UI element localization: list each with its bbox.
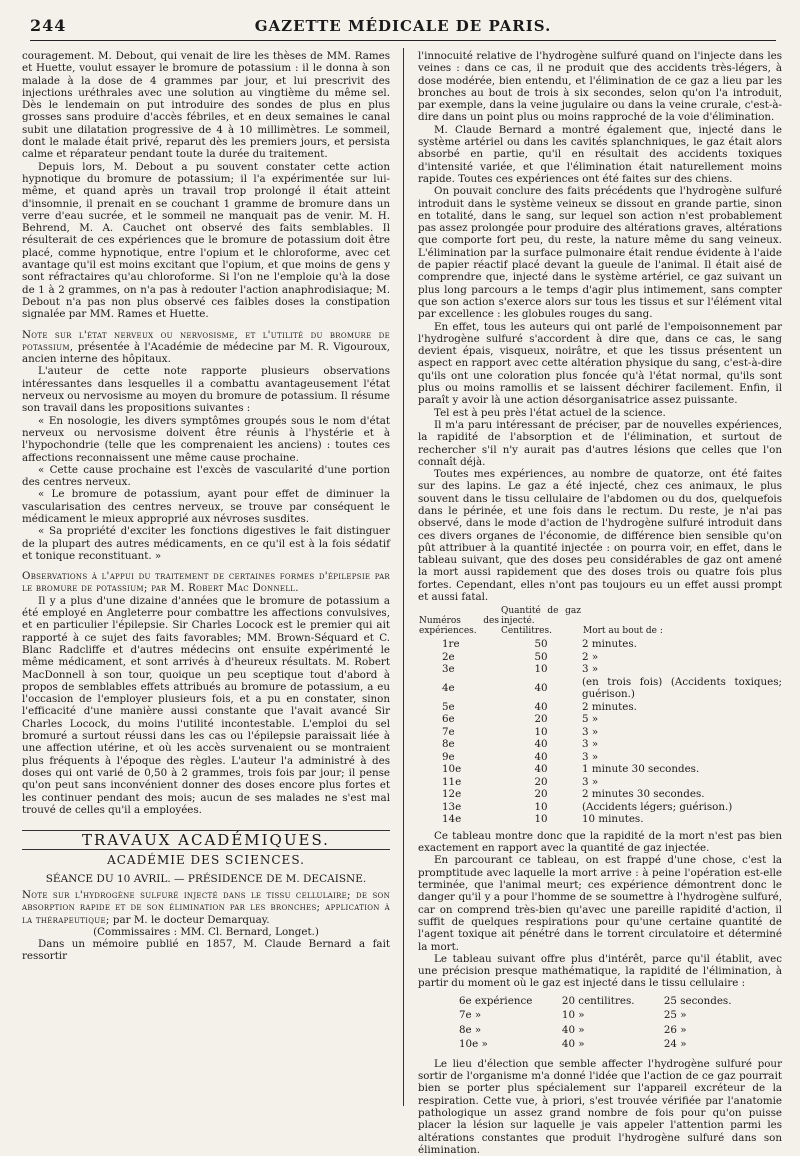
academy-title: ACADÉMIE DES SCIENCES. [107,853,305,868]
gas-quantity: 40 [534,750,548,763]
table-row [418,726,782,739]
note-vigouroux-heading [22,329,390,366]
exp-number: 11e [442,775,462,788]
table-row [458,1023,758,1038]
commissaires: (Commissaires : MM. Cl. Bernard, Longet.) [93,925,319,938]
death-time: (en trois fois) (Accidents toxiques; guérison.) [582,675,782,701]
table-row [418,776,782,789]
quantity: 10 » [561,1009,585,1022]
death-time: 3 » [582,775,599,788]
elimination-table [458,994,758,1052]
observations-author: par M. Robert Mac Donnell. [147,582,299,595]
note-title: Note sur l'hydrogène sulfuré injecté dans le tissu cellulaire; de son absorption rapide et de son élimination par les bronches; application à la thérapeutique; [22,889,390,926]
paragraph: M. Claude Bernard a montré également que, injecté dans le système artériel ou dans les cavités splanchniques, le gaz était alors absorbé en partie, qu'il en résultait des accidents toxiques d'intensité variée, et que l'élimination était naturellement moins rapide. Toutes ces expériences ont été faites sur des chiens. [418,123,782,185]
death-time: (Accidents légers; guérison.) [582,800,733,813]
paragraph: Tel est à peu près l'état actuel de la science. [434,406,666,419]
table-row [418,763,782,776]
paragraph: Ce tableau montre donc que la rapidité de la mort n'est pas bien exactement en rapport avec la quantité de gaz injectée. [418,829,782,855]
table-row [458,1037,758,1052]
experiment: 6e expérience [459,994,533,1007]
paragraph: Toutes mes expériences, au nombre de quatorze, ont été faites sur des lapins. Le gaz a été injecté, chez ces animaux, le plus souvent dans le tissu cellulaire de l'abdomen ou du dos, quelquefois dans le périnée, et une fois dans le rectum. Du reste, je n'ai pas observé, dans le mode d'action de l'hydrogène sulfuré introduit dans ces divers organes de l'économie, de différence bien sensible qu'on pût attribuer à la quantité injectée : on pourra voir, en effet, dans le tableau suivant, que des doses peu considérables de gaz ont amené la mort aussi rapidement que des doses trois ou quatre fois plus fortes. Cependant, elles n'ont pas toujours eu un effet aussi prompt et aussi fatal. [418,468,782,604]
table-row [418,738,782,751]
quote: « Cette cause prochaine est l'excès de vascularité d'une portion des centres nerveux. [22,463,390,489]
death-time: 3 » [582,750,599,763]
paragraph: Le lieu d'élection que semble affecter l'hydrogène sulfuré pour sortir de l'organisme m'a donné l'idée que l'action de ce gaz pourrait bien se porter plus spécialement sur l'appareil excréteur de la respiration. Cette vue, à priori, s'est trouvée vérifiée par l'anatomie pathologique un assez grand nombre de fois pour qu'on puisse placer la lésion sur laquelle je vais appeler l'attention parmi les altérations constantes que produit l'hydrogène sulfuré dans son élimination. [418,1057,782,1156]
gas-quantity: 50 [534,638,548,651]
table-row [418,713,782,726]
death-time: 3 » [582,663,599,676]
note-demarquay-heading [22,889,390,926]
column-header: Numéros des expériences. [419,616,499,637]
note-author: par M. le docteur Demarquay. [109,913,270,926]
experiment: 10e » [459,1038,488,1051]
table-row [458,994,758,1009]
gas-quantity: 10 [534,663,548,676]
column-header: Mort au bout de : [583,626,663,637]
section-title: TRAVAUX ACADÉMIQUES. [22,830,390,850]
observations-title: Observations à l'appui du traitement de certaines formes d'épilepsie par le bromure de potassium; [22,570,390,595]
elimination-time: 25 » [663,1009,687,1022]
elimination-time: 26 » [663,1023,687,1036]
death-time: 3 » [582,738,599,751]
table-row [418,751,782,764]
exp-number: 10e [442,763,462,776]
quote: « Sa propriété d'exciter les fonctions digestives le fait distinguer de la plupart des autres médicaments, en ce qu'il est à la fois sédatif et tonique reconstituant. » [22,525,390,562]
paragraph: Il m'a paru intéressant de préciser, par de nouvelles expériences, la rapidité de l'absorption et de l'élimination, et surtout de rechercher s'il n'y aurait pas d'autres lésions que celles que l'on connaît déjà. [418,418,782,468]
left-column [22,50,390,1102]
gas-quantity: 10 [534,725,548,738]
table-row [458,1008,758,1023]
experiments-table [418,605,782,826]
paragraph: L'auteur de cette note rapporte plusieurs observations intéressantes dans lesquelles il a combattu avantageusement l'état nerveux ou nervosisme au moyen du bromure de potassium. Il résume son travail dans les propositions suivantes : [22,365,390,415]
death-time: 2 minutes. [582,700,637,713]
quote: « En nosologie, les divers symptômes groupés sous le nom d'état nerveux ou nervosisme doivent être réunis à l'hystérie et à l'hypochondrie (telle que les comprenaient les anciens) : toutes ces affections reconnaissent une même cause prochaine. [22,414,390,464]
journal-title: GAZETTE MÉDICALE DE PARIS. [254,17,552,35]
death-time: 2 minutes. [582,638,637,651]
experiment: 8e » [459,1023,482,1036]
exp-number: 8e [442,738,455,751]
gas-quantity: 10 [534,800,548,813]
exp-number: 1re [442,638,460,651]
gas-quantity: 50 [534,650,548,663]
gas-quantity: 10 [534,813,548,826]
table-row [418,663,782,676]
page-number: 244 [30,16,67,35]
table-row [418,651,782,664]
gas-quantity: 20 [534,788,548,801]
table-row [418,801,782,814]
death-time: 2 » [582,650,599,663]
paragraph: On pouvait conclure des faits précédents que l'hydrogène sulfuré introduit dans le système veineux se dissout en grande partie, sinon en totalité, dans le sang, sur lequel son action n'est probablement pas assez prolongée pour produire des altérations graves, altérations que comporte fort peu, du reste, la nature même du sang veineux. L'élimination par la surface pulmonaire était rendue évidente à l'aide de papier réactif placé devant la gueule de l'animal. Il était aisé de comprendre que, injecté dans le système artériel, ce gaz suivant un plus long parcours a le temps d'agir plus intimement, sans compter que son action s'exerce alors sur tous les tissus et sur l'élément vital par excellence : les globules rouges du sang. [418,185,782,321]
table-row [418,813,782,826]
exp-number: 12e [442,788,462,801]
column-header: Quantité de gaz injecté. Centilitres. [501,606,581,637]
quantity: 40 » [561,1038,585,1051]
death-time: 3 » [582,725,599,738]
death-time: 10 minutes. [582,813,644,826]
paragraph: En parcourant ce tableau, on est frappé d'une chose, c'est la promptitude avec laquelle la mort arrive : à peine l'opération est-elle terminée, que l'animal meurt; ces expérience démontrent donc le danger qu'il y a pour l'homme de se soumettre à l'hydrogène sulfuré, car on comprend très-bien qu'avec une pareille rapidité d'action, il suffit de quelques respirations pour qu'une certaine quantité de l'agent toxique ait pénétré dans le torrent circulatoire et déterminé la mort. [418,854,782,953]
table-row [418,788,782,801]
table-row [418,638,782,651]
table-row [418,676,782,701]
note-title: Note sur l'état nerveux ou nervosisme, et l'utilité du bromure de potassium, [22,328,390,353]
gas-quantity: 40 [534,700,548,713]
exp-number: 13e [442,800,462,813]
paragraph: Il y a plus d'une dizaine d'années que le bromure de potassium a été employé en Angleterre pour combattre les affections convulsives, et en particulier l'épilepsie. Sir Charles Locock est le premier qui ait rapporté à ce sujet des faits favorables; MM. Brown-Séquard et C. Blanc Radcliffe et d'autres médecins ont ensuite expérimenté le même médicament, et sont arrivés à d'heureux résultats. M. Robert MacDonnell à son tour, quoique un peu sceptique tout d'abord à propos de semblables effets attribués au bromure de potassium, a eu l'occasion de l'employer plusieurs fois, et a pu en constater, sinon l'efficacité d'une manière aussi constante que l'avait avancé Sir Charles Locock, du moins l'utilité incontestable. L'emploi du sel bromuré a surtout réussi dans les cas ou l'épilepsie paraissait liée à une affection utérine, et où les accès survenaient ou se montraient plus fréquents à l'époque des règles. L'auteur l'a administré à des doses qui ont varié de 0,50 à 2 grammes, trois fois par jour; il pense qu'on peut sans inconvénient donner des doses encore plus fortes et les continuer pendant des mois; aucun de ses malades ne s'est mal trouvé de celles qu'il a employées. [22,594,390,816]
paragraph: En effet, tous les auteurs qui ont parlé de l'empoisonnement par l'hydrogène sulfuré s'accordent à dire que, dans ce cas, le sang devient épais, visqueux, noirâtre, et que les tissus présentent un aspect en rapport avec cette altération physique du sang, c'est-à-dire qu'ils ont une coloration plus foncée qu'à l'état normal, qu'ils sont plus ou moins ramollis et se laissent déchirer facilement. Enfin, il paraît y avoir là une action désorganisatrice assez puissante. [418,320,782,407]
exp-number: 2e [442,650,455,663]
quantity: 40 » [561,1023,585,1036]
exp-number: 9e [442,750,455,763]
elimination-time: 24 » [663,1038,687,1051]
table-row [418,701,782,714]
gas-quantity: 40 [534,738,548,751]
right-column [418,50,782,1156]
paragraph: Depuis lors, M. Debout a pu souvent constater cette action hypnotique du bromure de potassium; il l'a expérimentée sur lui-même, et quand après un travail trop prolongé il était atteint d'insomnie, il prenait en se couchant 1 gramme de bromure dans un verre d'eau sucrée, et le sommeil ne manquait pas de venir. M. H. Behrend, M. A. Cauchet ont observé des faits semblables. Il résulterait de ces expériences que le bromure de potassium doit être placé, comme hypnotique, entre l'opium et le chloroforme, avec cet avantage qu'il est moins excitant que l'opium, et que moins de gens y sont réfractaires qu'au chloroforme. Si l'on ne l'emploie qu'à la dose de 1 à 2 grammes, on n'a pas à redouter l'action anaphrodisiaque; M. Debout n'a pas non plus observé ces faibles doses la constipation signalée par MM. Rames et Huette. [22,160,390,321]
exp-number: 6e [442,713,455,726]
death-time: 1 minute 30 secondes. [582,763,700,776]
paragraph: Dans un mémoire publié en 1857, M. Claude Bernard a fait ressortir [22,938,390,963]
gas-quantity: 20 [534,775,548,788]
exp-number: 14e [442,813,462,826]
experiment: 7e » [459,1009,482,1022]
elimination-time: 25 secondes. [663,994,732,1007]
seance-line: SÉANCE DU 10 AVRIL. — PRÉSIDENCE DE M. DECAISNE. [45,872,367,885]
quantity: 20 centilitres. [561,994,635,1007]
exp-number: 3e [442,663,455,676]
page-header [30,14,776,41]
note-author: présentée à l'Académie de médecine par M. R. Vigouroux, ancien interne des hôpitaux. [22,340,390,366]
observations-heading [22,570,390,595]
column-divider [403,48,404,1106]
quote: « Le bromure de potassium, ayant pour effet de diminuer la vascularisation des centres nerveux, se trouve par conséquent le médicament le mieux approprié aux névroses susdites. [22,488,390,525]
gas-quantity: 40 [534,682,548,695]
death-time: 2 minutes 30 secondes. [582,788,705,801]
exp-number: 5e [442,700,455,713]
exp-number: 4e [442,682,455,695]
gas-quantity: 20 [534,713,548,726]
death-time: 5 » [582,713,599,726]
exp-number: 7e [442,725,455,738]
paragraph: couragement. M. Debout, qui venait de lire les thèses de MM. Rames et Huette, voulut essayer le bromure de potassium : il le donna à son malade à la dose de 4 grammes par jour, et lui prescrivit des injections uréthrales avec une solution au vingtième du même sel. Dès le lendemain on put introduire des sondes de plus en plus grosses sans produire d'accès fébriles, et en deux semaines le canal subit une dilatation progressive de 4 à 10 millimètres. Le sommeil, dont le malade était privé, reparut dès les premiers jours, et persista calme et réparateur pendant toute la durée du traitement. [22,50,390,161]
gas-quantity: 40 [534,763,548,776]
paragraph: Le tableau suivant offre plus d'intérêt, parce qu'il établit, avec une précision presque mathématique, la rapidité de l'élimination, à partir du moment où le gaz est injecté dans le tissu cellulaire : [418,952,782,990]
paragraph: l'innocuité relative de l'hydrogène sulfuré quand on l'injecte dans les veines : dans ce cas, il ne produit que des accidents très-légers, à dose modérée, bien entendu, et l'élimination de ce gaz a lieu par les bronches au bout de trois à six secondes, selon qu'on l'a introduit, par exemple, dans la veine jugulaire ou dans la veine crurale, c'est-à-dire dans un point plus ou moins rapproché de la voie d'élimination. [418,50,782,124]
